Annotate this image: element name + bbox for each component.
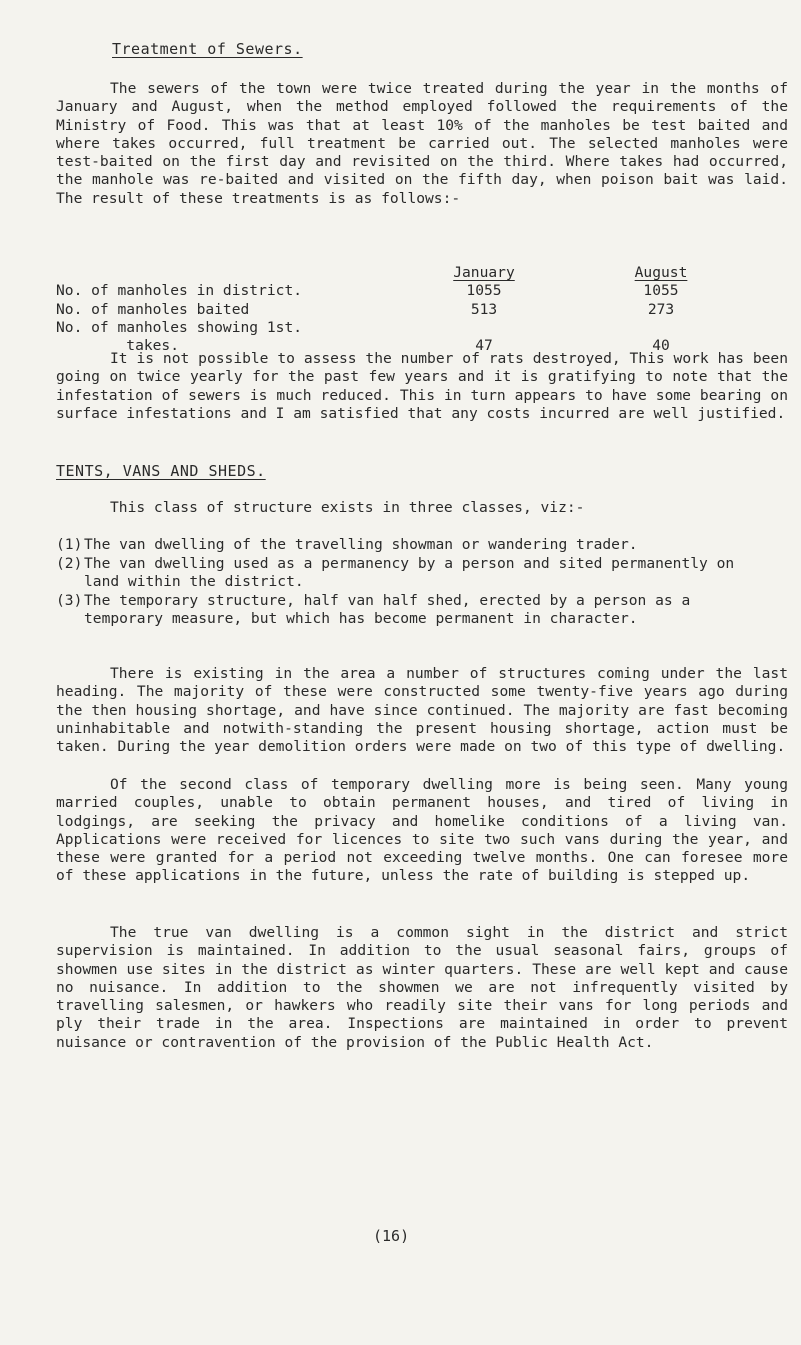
paragraph-sewers-intro: The sewers of the town were twice treated during the year in the months of January and August, when the method employed followed the requirements of the Ministry of Food. This was that at least 10% of the manholes be test baited and where takes occurred, full treatment be carried out. The selected manholes were test-baited on the first day and revisited on the third. Where takes had occurred, the manhole was re-baited and visited on the fifth day, when poison bait was laid. The result of these treatments is as follows:-	[56, 80, 788, 207]
paragraph-tents-true-van: The true van dwelling is a common sight in the district and strict supervision is maintained. In addition to the usual seasonal fairs, groups of showmen use sites in the district as winter quarters. These are well kept and cause no nuisance. In addition to the showmen we are not infrequently visited by travelling salesmen, or hawkers who readily site their vans for long periods and ply their trade in the area. Inspections are maintained in order to prevent nuisance or contravention of the provision of the Public Health Act.	[56, 924, 788, 1051]
row-label: No. of manholes in district.	[56, 282, 303, 300]
section-heading-tents-vans-sheds: TENTS, VANS AND SHEDS.	[56, 462, 266, 480]
column-header-january: January	[453, 264, 515, 281]
table-row	[56, 282, 756, 300]
list-item-text: The van dwelling used as a permanency by a person and sited permanently on land within the district.	[84, 555, 735, 591]
column-header-august: August	[634, 264, 688, 281]
paragraph-tents-second-class: Of the second class of temporary dwelling more is being seen. Many young married couples, unable to obtain permanent houses, and tired of living in lodgings, are seeking the privacy and homelike conditions of a living van. Applications were received for licences to site two such vans during the year, and these were granted for a period not exceeding twelve months. One can foresee more of these applications in the future, unless the rate of building is stepped up.	[56, 776, 788, 885]
row-label: No. of manholes baited	[56, 300, 250, 318]
section-heading-treatment-of-sewers: Treatment of Sewers.	[112, 40, 303, 58]
list-item-text: The temporary structure, half van half shed, erected by a person as a temporary measure, but which has become permanent in character.	[84, 592, 691, 628]
table-header-row	[56, 264, 756, 282]
january-value: 1055	[466, 282, 502, 300]
paragraph-sewers-conclusion: It is not possible to assess the number of rats destroyed, This work has been going on twice yearly for the past few years and it is gratifying to note that the infestation of sewers is much reduced. This in turn appears to have some bearing on surface infestations and I am satisfied that any costs incurred are well justified.	[56, 350, 788, 422]
paragraph-tents-intro: This class of structure exists in three classes, viz:-	[110, 499, 585, 516]
manhole-results-table	[56, 264, 756, 355]
table-row	[56, 301, 756, 319]
august-value: 40	[652, 337, 670, 355]
january-value: 513	[470, 300, 498, 318]
august-value: 1055	[643, 282, 679, 300]
page-number: (16)	[373, 1227, 410, 1245]
table-row	[56, 319, 756, 337]
row-label: takes.	[56, 337, 180, 355]
list-item-number: (1)	[56, 536, 83, 553]
list-item-number: (2)	[56, 555, 83, 572]
list-item-text: The van dwelling of the travelling showman or wandering trader.	[84, 536, 638, 553]
list-item-number: (3)	[56, 592, 83, 609]
row-label: No. of manholes showing 1st.	[56, 318, 303, 336]
paragraph-tents-third-class: There is existing in the area a number of structures coming under the last heading. The majority of these were constructed some twenty-five years ago during the then housing shortage, and have since continued. The majority are fast becoming uninhabitable and notwith-standing the present housing shortage, action must be taken. During the year demolition orders were made on two of this type of dwelling.	[56, 665, 788, 756]
january-value: 47	[475, 337, 493, 355]
august-value: 273	[647, 300, 675, 318]
